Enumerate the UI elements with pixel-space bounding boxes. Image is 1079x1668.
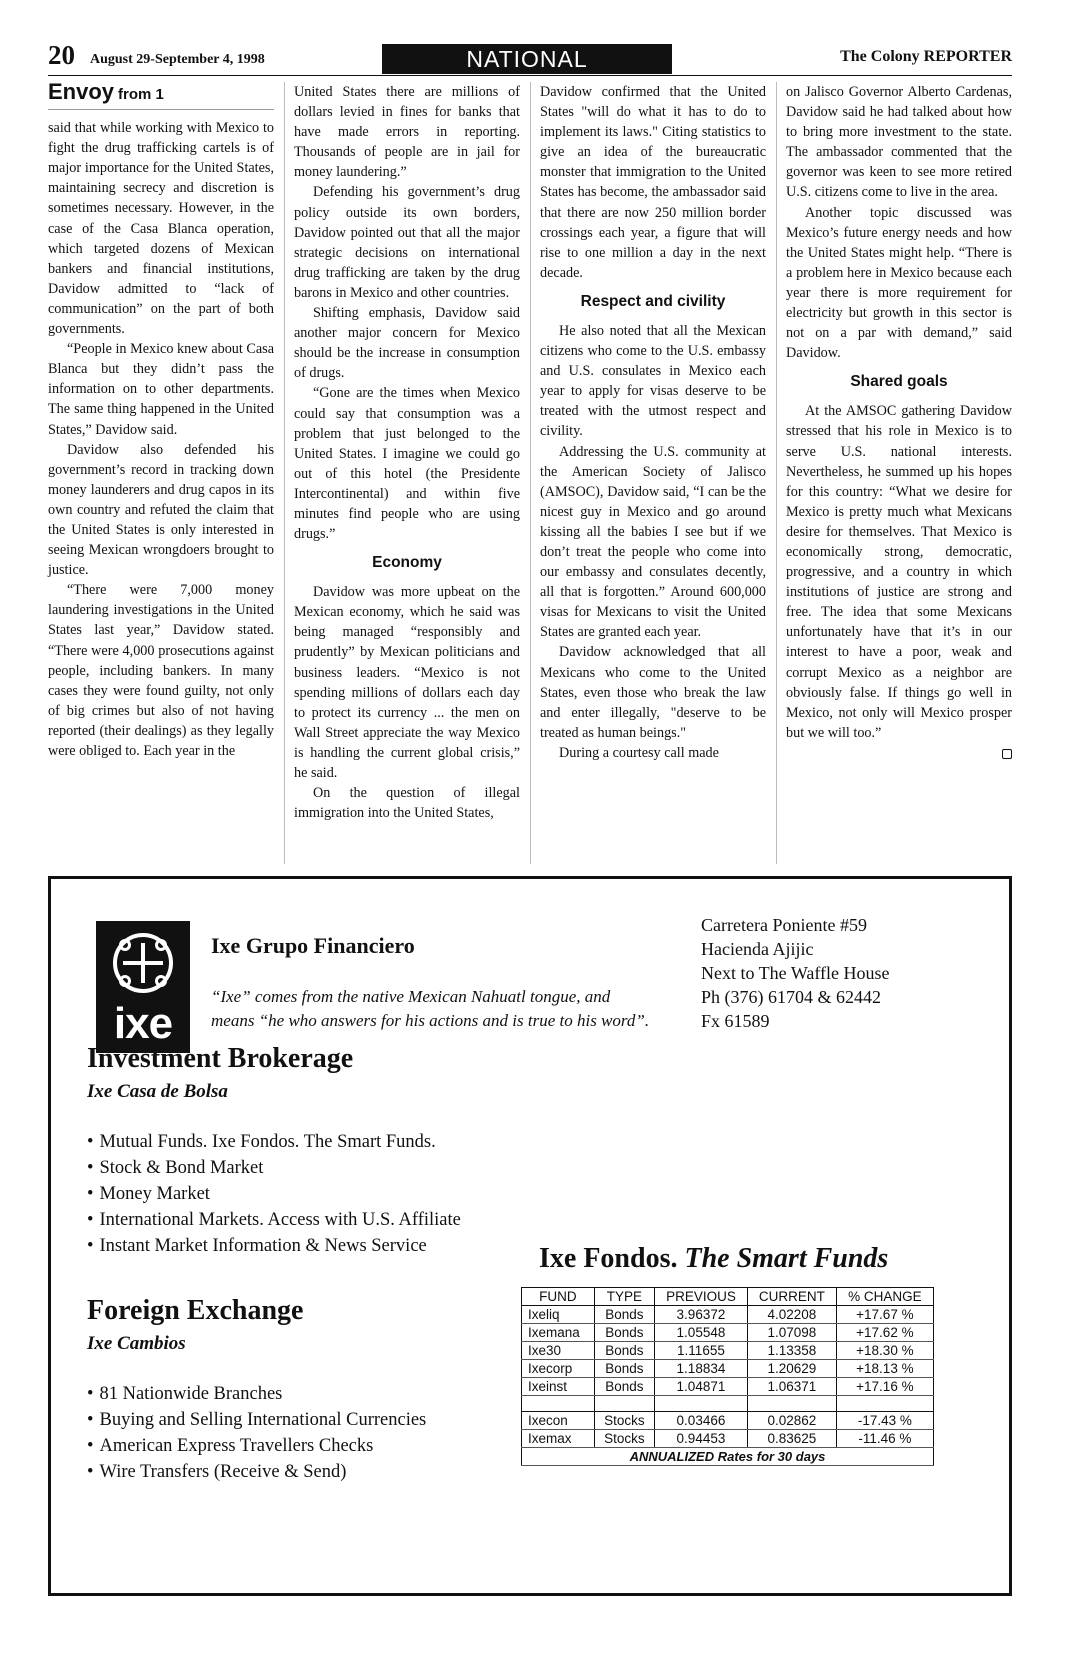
col-header: PREVIOUS bbox=[654, 1288, 747, 1306]
article-column-4 bbox=[786, 82, 1012, 759]
address-line: Ph (376) 61704 & 62442 bbox=[701, 987, 881, 1007]
table-cell: 1.11655 bbox=[654, 1342, 747, 1360]
article-paragraph: Davidow acknowledged that all Mexicans who come to the United States, even those who break the law and enter illegally, "deserve to be treated as human beings." bbox=[540, 644, 766, 741]
jump-from: from 1 bbox=[117, 86, 164, 103]
table-cell: +18.30 % bbox=[836, 1342, 933, 1360]
ixe-logo bbox=[96, 921, 190, 1053]
list-item: • American Express Travellers Checks bbox=[87, 1433, 426, 1459]
article-column-3 bbox=[540, 82, 766, 763]
table-cell: Ixe30 bbox=[522, 1342, 595, 1360]
section-banner: NATIONAL bbox=[382, 44, 672, 74]
col-header: CURRENT bbox=[747, 1288, 836, 1306]
table-cell: -17.43 % bbox=[836, 1412, 933, 1430]
address-line: Hacienda Ajijic bbox=[701, 939, 814, 959]
table-cell: Bonds bbox=[594, 1306, 654, 1324]
funds-title-brand: Ixe Fondos. bbox=[539, 1243, 678, 1274]
subhead-economy: Economy bbox=[372, 554, 442, 572]
paper-name: The Colony REPORTER bbox=[840, 48, 1012, 65]
jump-headline bbox=[48, 79, 274, 110]
brokerage-list bbox=[87, 1129, 461, 1259]
article-paragraph: He also noted that all the Mexican citizens who come to the U.S. embassy and U.S. consulates in Mexico each year to apply for visas deserve to be treated with the utmost respect and civility. bbox=[540, 322, 766, 440]
address-line: Carretera Poniente #59 bbox=[701, 915, 867, 935]
table-cell: 1.05548 bbox=[654, 1324, 747, 1342]
col1-body bbox=[48, 118, 274, 761]
table-cell: 0.83625 bbox=[747, 1430, 836, 1448]
table-cell: Ixeinst bbox=[522, 1378, 595, 1396]
ixe-advertisement bbox=[48, 876, 1012, 1596]
table-cell: 1.20629 bbox=[747, 1360, 836, 1378]
subhead-respect: Respect and civility bbox=[580, 292, 726, 310]
article-paragraph: Another topic discussed was Mexico’s future energy needs and how the United States might help. “There is a problem here in Mexico because each year there is more requirement for electricity but growth in this sector is not on a par with demand,” said Davidow. bbox=[786, 204, 1012, 362]
table-cell: Ixeliq bbox=[522, 1306, 595, 1324]
article-paragraph: Defending his government’s drug policy outside its own borders, Davidow pointed out that all the major strategic decisions on international drug trafficking are taken by the drug barons in Mexico and other countries. bbox=[294, 184, 520, 301]
bond-rows bbox=[522, 1306, 934, 1396]
table-row bbox=[522, 1324, 934, 1342]
page-number: 20 bbox=[48, 40, 75, 70]
address-line: Fx 61589 bbox=[701, 1011, 770, 1031]
table-row bbox=[522, 1306, 934, 1324]
article-paragraph: At the AMSOC gathering Davidow stressed that his role in Mexico is to serve U.S. national interests. Nevertheless, he summed up his hopes for this country: “What we desire for Mexico is pretty much what Mexicans desire for themselves. That Mexico is economically strong, democratic, progressive, and a country in which institutions of justice are strong and free. The idea that some Mexicans unfortunately have that it’s in our interest to have a poor, weak and corrupt Mexico as a neighbor are obviously false. If things go well in Mexico, not only will Mexico prosper but we will too.” bbox=[786, 403, 1012, 741]
list-item: • Money Market bbox=[87, 1181, 461, 1207]
article-paragraph: Davidow also defended his government’s record in tracking down money launderers and drug capos in its own country and refuted the claim that the United States is only interested in seeing Mexican wrongdoers brought to justice. bbox=[48, 441, 274, 579]
brokerage-title: Investment Brokerage bbox=[87, 1043, 354, 1074]
end-of-story-icon bbox=[1002, 749, 1012, 759]
table-cell: 1.18834 bbox=[654, 1360, 747, 1378]
funds-title bbox=[539, 1243, 888, 1275]
table-note-row bbox=[522, 1448, 934, 1466]
col2-body-b bbox=[294, 582, 520, 823]
table-cell: 1.07098 bbox=[747, 1324, 836, 1342]
col2-body-a bbox=[294, 82, 520, 544]
table-cell: Ixecon bbox=[522, 1412, 595, 1430]
jump-title: Envoy bbox=[48, 79, 115, 104]
col3-body-b bbox=[540, 321, 766, 763]
article bbox=[48, 79, 1012, 864]
col-header: FUND bbox=[522, 1288, 595, 1306]
table-cell: -11.46 % bbox=[836, 1430, 933, 1448]
funds-title-slogan: The Smart Funds bbox=[684, 1243, 889, 1274]
table-cell: +17.67 % bbox=[836, 1306, 933, 1324]
list-item: • 81 Nationwide Branches bbox=[87, 1381, 426, 1407]
table-cell: 0.03466 bbox=[654, 1412, 747, 1430]
article-paragraph: “There were 7,000 money laundering investigations in the United States last year,” Davidow stated. “There were 4,000 prosecutions against people, including bankers. In many cases they were found guilty, not only of big crimes but also of not having reported (their dealings) as they legally were obliged to. Each year in the bbox=[48, 582, 274, 759]
table-cell: Bonds bbox=[594, 1342, 654, 1360]
table-row bbox=[522, 1430, 934, 1448]
list-item: • Stock & Bond Market bbox=[87, 1155, 461, 1181]
logo-wordmark: ixe bbox=[113, 999, 173, 1048]
table-cell: +18.13 % bbox=[836, 1360, 933, 1378]
column-divider bbox=[776, 82, 777, 864]
company-name: Ixe Grupo Financiero bbox=[211, 933, 415, 958]
article-paragraph: Davidow was more upbeat on the Mexican economy, which he said was being managed “responsibly and prudently” by Mexican politicians and business leaders. “Mexico is not spending millions of dollars each day to protect its currency ... the men on Wall Street appreciate the way Mexico is handling the current global crisis,” he said. bbox=[294, 584, 520, 781]
list-item: • Mutual Funds. Ixe Fondos. The Smart Funds. bbox=[87, 1129, 461, 1155]
brokerage-subtitle: Ixe Casa de Bolsa bbox=[87, 1081, 228, 1102]
masthead bbox=[48, 40, 1012, 76]
table-cell: 0.02862 bbox=[747, 1412, 836, 1430]
table-cell: 1.13358 bbox=[747, 1342, 836, 1360]
table-cell: 3.96372 bbox=[654, 1306, 747, 1324]
list-item: • Buying and Selling International Currencies bbox=[87, 1407, 426, 1433]
fx-subtitle: Ixe Cambios bbox=[87, 1333, 186, 1354]
table-spacer-row bbox=[522, 1396, 934, 1412]
article-paragraph: United States there are millions of dollars levied in fines for banks that have made errors in reporting. Thousands of people are in jail for money laundering.” bbox=[294, 84, 520, 181]
article-column-2 bbox=[294, 82, 520, 823]
table-row bbox=[522, 1360, 934, 1378]
col4-body-a bbox=[786, 82, 1012, 363]
article-paragraph: said that while working with Mexico to fight the drug trafficking cartels is of major importance for the United States, maintaining secrecy and discretion is sometimes necessary. However, in the case of the Casa Blanca operation, which targeted dozens of Mexican bankers and financial institutions, Davidow admitted to “lack of communication” on the part of both governments. bbox=[48, 120, 274, 338]
article-column-1 bbox=[48, 79, 274, 761]
list-item: • Instant Market Information & News Service bbox=[87, 1233, 461, 1259]
table-cell: Stocks bbox=[594, 1430, 654, 1448]
col3-body-a bbox=[540, 82, 766, 283]
table-cell: 0.94453 bbox=[654, 1430, 747, 1448]
funds-rate-table bbox=[521, 1287, 934, 1466]
ixe-emblem-icon bbox=[113, 933, 173, 993]
table-cell: +17.16 % bbox=[836, 1378, 933, 1396]
column-divider bbox=[530, 82, 531, 864]
article-paragraph: Shifting emphasis, Davidow said another major concern for Mexico should be the increase in consumption of drugs. bbox=[294, 305, 520, 382]
table-cell: 1.06371 bbox=[747, 1378, 836, 1396]
fx-list bbox=[87, 1381, 426, 1485]
table-cell: Ixemax bbox=[522, 1430, 595, 1448]
table-cell: Stocks bbox=[594, 1412, 654, 1430]
table-header-row bbox=[522, 1288, 934, 1306]
stock-rows bbox=[522, 1412, 934, 1448]
subhead-goals: Shared goals bbox=[850, 373, 948, 391]
address-line: Next to The Waffle House bbox=[701, 963, 890, 983]
masthead-rule bbox=[48, 75, 1012, 76]
article-paragraph: During a courtesy call made bbox=[559, 744, 719, 761]
table-row bbox=[522, 1378, 934, 1396]
table-cell: Ixemana bbox=[522, 1324, 595, 1342]
issue-date: August 29-September 4, 1998 bbox=[90, 52, 265, 67]
table-cell: Ixecorp bbox=[522, 1360, 595, 1378]
article-paragraph: “People in Mexico knew about Casa Blanca but they didn’t pass the information on to other departments. The same thing happened in the United States,” Davidow said. bbox=[48, 341, 274, 438]
table-cell: Bonds bbox=[594, 1324, 654, 1342]
col4-body-b bbox=[786, 401, 1012, 743]
table-row bbox=[522, 1342, 934, 1360]
table-cell: 4.02208 bbox=[747, 1306, 836, 1324]
list-item: • International Markets. Access with U.S. Affiliate bbox=[87, 1207, 461, 1233]
article-paragraph: “Gone are the times when Mexico could say that consumption was a problem that just belonged to the United States. I imagine we could go out of this hotel (the Presidente Intercontinental) and within five minutes find people who are using drugs.” bbox=[294, 385, 520, 543]
article-paragraph: on Jalisco Governor Alberto Cardenas, Davidow said he had talked about how to bring more investment to the state. The ambassador commented that the governor was keen to see more retired U.S. citizens come to live in the area. bbox=[786, 84, 1012, 201]
col-header: TYPE bbox=[594, 1288, 654, 1306]
table-cell: 1.04871 bbox=[654, 1378, 747, 1396]
article-paragraph: Davidow confirmed that the United States "will do what it has to do to implement its laws." Citing statistics to give an idea of the bureaucratic monster that immigration to the United States has become, the ambassador said that there are now 250 million border crossings each year, a figure that will rise to one million a day in the next decade. bbox=[540, 84, 766, 281]
article-paragraph: On the question of illegal immigration into the United States, bbox=[294, 785, 520, 822]
col-header: % CHANGE bbox=[836, 1288, 933, 1306]
table-cell: +17.62 % bbox=[836, 1324, 933, 1342]
list-item: • Wire Transfers (Receive & Send) bbox=[87, 1459, 426, 1485]
table-cell: Bonds bbox=[594, 1378, 654, 1396]
table-cell: Bonds bbox=[594, 1360, 654, 1378]
fx-title: Foreign Exchange bbox=[87, 1295, 304, 1326]
table-row bbox=[522, 1412, 934, 1430]
contact-address bbox=[701, 913, 890, 1033]
column-divider bbox=[284, 82, 285, 864]
article-paragraph: Addressing the U.S. community at the American Society of Jalisco (AMSOC), Davidow said, “I can be the nicest guy in Mexico and go around kissing all the babies I see but if we don’t treat the people who come into our embassy and consulates decently, all that is forgotten.” Around 600,000 visas for Mexicans to visit the United States are granted each year. bbox=[540, 443, 766, 641]
company-tagline: “Ixe” comes from the native Mexican Nahuatl tongue, and means “he who answers for his actions and is true to his word”. bbox=[211, 987, 650, 1030]
table-note: ANNUALIZED Rates for 30 days bbox=[522, 1448, 934, 1466]
